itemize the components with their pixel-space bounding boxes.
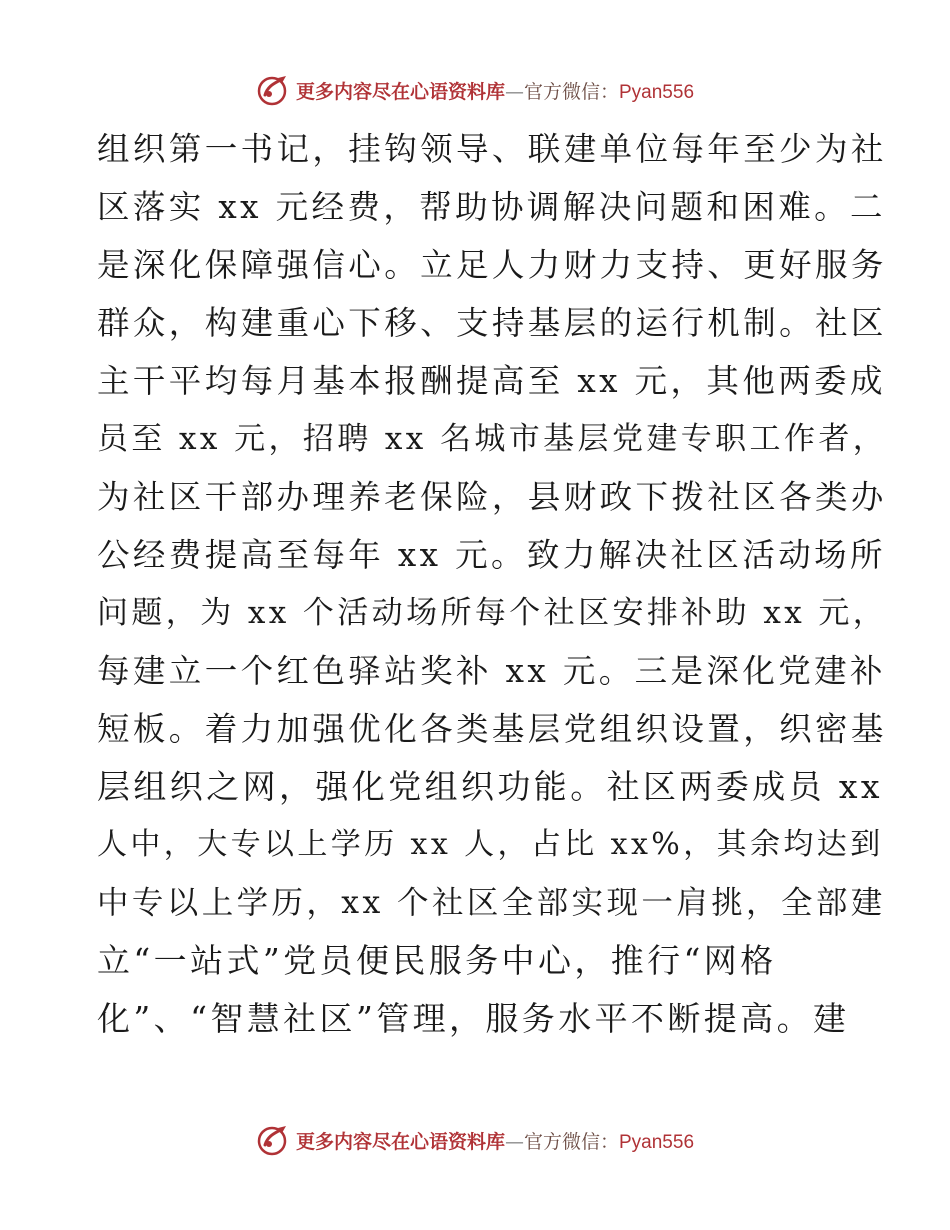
- body-line: 化”、“智慧社区”管理，服务水平不断提高。建: [97, 999, 850, 1038]
- header-wechat-id: Pyan556: [619, 81, 695, 103]
- body-line: 群众，构建重心下移、支持基层的运行机制。社区: [97, 304, 887, 342]
- body-line: 问题，为 xx 个活动场所每个社区安排补助 xx 元，: [97, 595, 888, 631]
- brand-logo-icon: [256, 73, 290, 107]
- body-line: 是深化保障强信心。立足人力财力支持、更好服务: [97, 246, 887, 284]
- header-banner-text: [296, 77, 694, 104]
- footer-wechat-id: Pyan556: [619, 1131, 695, 1153]
- footer-banner-text: [296, 1127, 694, 1154]
- body-line: 层组织之网，强化党组织功能。社区两委成员 xx: [97, 767, 883, 806]
- footer-wechat-label: 官方微信：: [523, 1130, 619, 1153]
- footer-brand-text: 更多内容尽在心语资料库: [295, 1130, 505, 1153]
- body-line: 短板。着力加强优化各类基层党组织设置，织密基: [97, 710, 887, 748]
- header-separator: —: [504, 80, 524, 103]
- body-line: 每建立一个红色驿站奖补 xx 元。三是深化党建补: [97, 652, 886, 690]
- body-line: 公经费提高至每年 xx 元。致力解决社区活动场所: [97, 536, 886, 574]
- body-line: 主干平均每月基本报酬提高至 xx 元，其他两委成: [97, 362, 886, 400]
- footer-banner: [0, 1120, 950, 1160]
- body-line: 中专以上学历，xx 个社区全部实现一肩挑，全部建: [97, 885, 886, 921]
- body-line: 立“一站式”党员便民服务中心，推行“网格: [97, 941, 777, 980]
- header-wechat-label: 官方微信：: [523, 80, 619, 103]
- body-line: 人中，大专以上学历 xx 人，占比 xx%，其余均达到: [97, 827, 884, 862]
- body-line: 区落实 xx 元经费，帮助协调解决问题和困难。二: [97, 188, 886, 226]
- header-brand-text: 更多内容尽在心语资料库: [295, 80, 505, 103]
- body-line: 为社区干部办理养老保险，县财政下拨社区各类办: [97, 478, 887, 516]
- footer-separator: —: [504, 1130, 524, 1153]
- body-line: 组织第一书记，挂钩领导、联建单位每年至少为社: [97, 130, 887, 168]
- brand-logo-icon: [256, 1123, 290, 1157]
- body-line: 员至 xx 元，招聘 xx 名城市基层党建专职工作者，: [97, 421, 888, 457]
- header-banner: [0, 70, 950, 110]
